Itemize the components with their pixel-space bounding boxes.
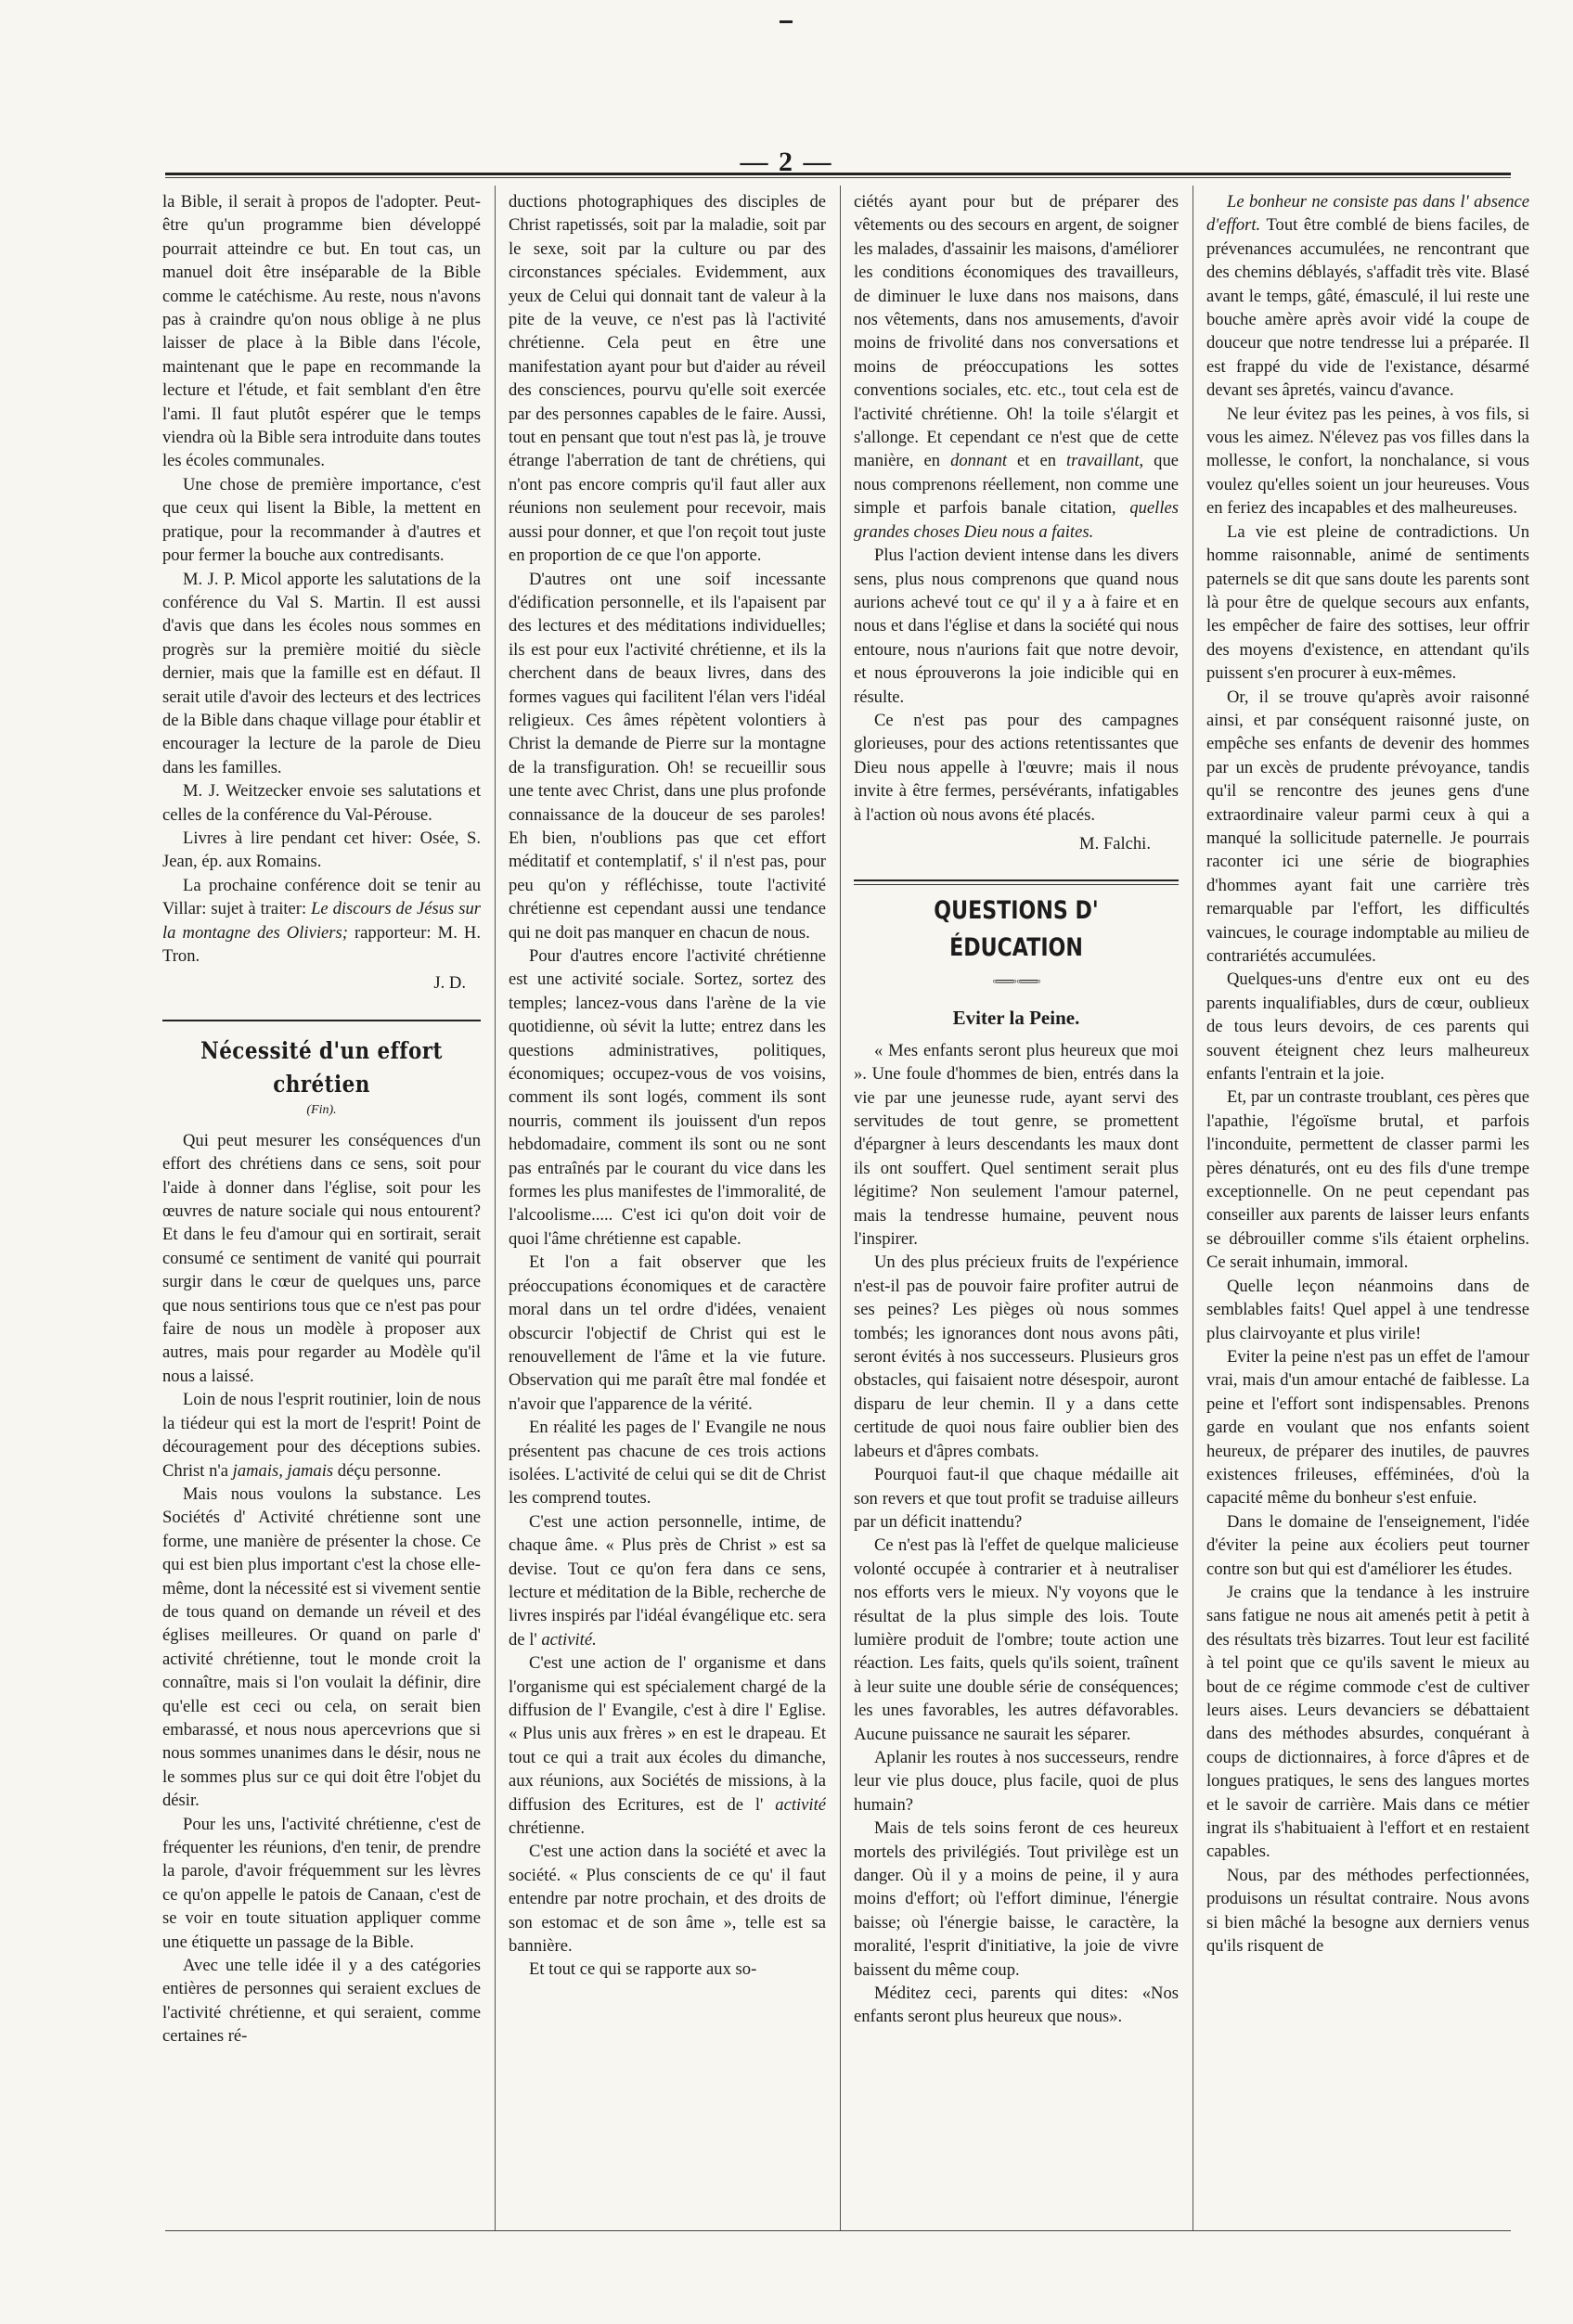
column-divider <box>495 186 496 2231</box>
paragraph: Plus l'action devient intense dans les divers sens, plus nous comprenons que quand nous aurions achevé tout ce qu' il y a à faire et en nous et dans l'église et dans la société qui nous entoure, nous n'aurions fait que notre devoir, et nous éprouverons la joie indicible qui en résulte. <box>854 546 1179 707</box>
column-4 <box>1206 190 1529 2222</box>
italic-text: Le bonheur ne consiste pas dans l' absence d'effort. <box>1206 192 1529 236</box>
italic-text: jamais, jamais <box>232 1460 334 1481</box>
paragraph: Ce n'est pas pour des campagnes glorieuses, pour des actions retentissantes que Dieu nous appelle à l'œuvre; mais il nous invite à être fermes, persévérants, infatigables à l'action où nous avons été placés. <box>854 710 1179 825</box>
article-title: Eviter la Peine. <box>952 1006 1080 1029</box>
paragraph: Dans le domaine de l'enseignement, l'idée d'éviter la peine aux écoliers peut tourner contre son but qui est d'améliorer les études. <box>1206 1511 1529 1579</box>
paragraph <box>162 874 481 969</box>
divider <box>854 880 1179 881</box>
article-header <box>162 1020 481 1120</box>
paragraph: Mais nous voulons la substance. Les Sociétés d' Activité chrétienne sont une forme, une manière de présenter la chose. Ce qui est bien plus important c'est la chose elle-même, dont la nécessité est si vivement sentie de tous quand on demande un réveil et des églises meilleures. Or quand on parle d' activité chrétienne, tout le monde croit la connaître, mais si l'on voulait la définir, dire qu'elle est ceci ou cela, on serait bien embarassé, et nous nous apercevrions que si nous sommes unanimes dans le désir, nous ne le sommes plus sur ce qui doit être l'objet du désir. <box>162 1483 481 1811</box>
text: C'est une action de l' organisme et dans l'organisme qui est spécialement chargé de la diffusion de l' Evangile, c'est à dire l' Eglise. « Plus unis aux frères » en est le drapeau. Et tout ce qui a trait aux écoles du dimanche, aux réunions, aux Sociétés de missions, à la diffusion des Ecritures, est de l' <box>509 1653 826 1815</box>
paragraph: ductions photographiques des disciples de Christ rapetissés, soit par la maladie, soit par le sexe, soit par la culture ou par des circonstances spéciales. Evidemment, aux yeux de Celui qui donnait tant de valeur à la pite de la veuve, ce n'est pas là l'activité chrétienne. Cela peut en être une manifestation ayant pour but d'aider au réveil des consciences, pourvu qu'elle soit exercée par des personnes capables de le faire. Aussi, tout en pensant que tout n'est pas là, je trouve étrange l'aberration de tant de chrétiens, qui n'ont pas encore compris qu'il faut aller aux réunions non seulement pour recevoir, mais aussi pour donner, et que l'on reçoit tout juste en proportion de ce que l'on apporte. <box>509 192 826 566</box>
paragraph: Je crains que la tendance à les instruire sans fatigue ne nous ait amenés petit à petit à des résultats très bizarres. Tout leur est facilité à tel point que ce qu'ils savent le mieux au bout de ce régime commode c'est de cultiver leurs aises. Leurs devanciers se débattaient dans des méthodes absurdes, conquérant à coups de dictionnaires, à force d'âpres et de longues pratiques, le sens des langues mortes et le savoir de carrière. Mais dans ce métier ingrat ils s'habituaient à l'effort et en restaient capables. <box>1206 1582 1529 1862</box>
paragraph: la Bible, il serait à propos de l'adopter. Peut-être qu'un programme bien développé pourrait atteindre ce but. En tout cas, un manuel doit être inséparable de la Bible comme le catéchisme. Au reste, nous n'avons pas à craindre qu'on nous oblige à ne plus laisser de place à la Bible dans l'école, maintenant que le pape en recommande la lecture et l'étude, et fait semblant d'en être l'ami. Il faut plutôt espérer que le temps viendra où la Bible sera introduite dans toutes les écoles communales. <box>162 192 481 471</box>
ornament-divider: ◦══◦◦══◦ <box>992 975 1040 990</box>
article-title: Nécessité d'un effort chrétien <box>200 1036 443 1098</box>
paragraph: « Mes enfants seront plus heureux que moi ». Une foule d'hommes de bien, entrés dans la vie par une jeunesse rude, ayant servi des servitudes de tout genre, se promettent d'épargner à leurs descendants les maux dont ils ont souffert. Quel sentiment serait plus légitime? Non seulement l'amour paternel, mais la tendresse humaine, peuvent nous l'inspirer. <box>854 1040 1179 1250</box>
divider <box>162 1020 481 1021</box>
paragraph: La vie est pleine de contradictions. Un homme raisonnable, animé de sentiments paternels se dit que sans doute les parents sont là pour être de quelque secours aux enfants, les empêcher de faire des sottises, leur offrir des moyens d'existence, en attendant qu'ils puissent s'en procurer à eux-mêmes. <box>1206 521 1529 684</box>
paragraph: C'est une action dans la société et avec la société. « Plus conscients de ce qu' il faut entendre par notre prochain, et des droits de son estomac et de son âme », telle est sa bannière. <box>509 1842 826 1957</box>
header-rule <box>165 173 1511 175</box>
paragraph: Ce n'est pas là l'effet de quelque malicieuse volonté occupée à contrarier et à neutraliser nos efforts vers le mieux. N'y voyons que le résultat de la plus simple des lois. Toute lumière produit de l'ombre; toute action une réaction. Les faits, quels qu'ils soient, traînent à leur suite une double série de conséquences; les unes favorables, les autres défavorables. Aucune puissance ne saurait les séparer. <box>854 1535 1179 1744</box>
paragraph <box>509 1510 826 1651</box>
paragraph: Pour les uns, l'activité chrétienne, c'est de fréquenter les réunions, d'en tenir, de prendre la parole, d'avoir fréquemment sur les lèvres ce qu'on appelle le patois de Canaan, c'est de se voir en toute situation appliquer comme une étiquette un passage de la Bible. <box>162 1814 481 1952</box>
header-rule-thin <box>165 177 1511 178</box>
paragraph: M. J. Weitzecker envoie ses salutations et celles de la conférence du Val-Pérouse. <box>162 781 481 825</box>
column-divider <box>840 186 841 2231</box>
text: La prochaine conférence doit se tenir au Villar: sujet à traiter: <box>162 875 481 919</box>
paragraph: D'autres ont une soif incessante d'édification personnelle, et ils l'apaisent par des lectures et des méditations individuelles; ils est pour eux l'activité chrétienne, et ils la cherchent dans de beaux livres, dans des formes vagues qui facilitent l'élan vers l'idéal religieux. Ces âmes répètent volontiers à Christ la demande de Pierre sur la montagne de la transfiguration. Oh! se recueillir sous une tente avec Christ, dans une plus profonde connaissance de la douceur de ses paroles! Eh bien, n'oublions pas que cet effort méditatif et contemplatif, s' il n'est pas, pour peu qu'on y réfléchisse, toute l'activité chrétienne est cependant aussi une tendance qui ne doit pas manquer en chacun de nous. <box>509 569 826 943</box>
paragraph <box>162 1388 481 1483</box>
italic-text: activité <box>775 1794 826 1815</box>
divider <box>854 884 1179 885</box>
paragraph: Eviter la peine n'est pas un effet de l'amour vrai, mais d'un amour entaché de faiblesse. La peine et l'effort sont indispensables. Prenons garde en voulant que nos enfants soient heureux, de préparer des inutiles, de pauvres existences frileuses, efféminées, d'où la capacité même du bonheur s'est enfuie. <box>1206 1346 1529 1509</box>
paragraph: Et tout ce qui se rapporte aux so- <box>529 1959 757 1980</box>
paragraph: Quelques-uns d'entre eux ont eu des parents inqualifiables, durs de cœur, oublieux de tous leurs devoirs, de ces parents qui souvent éteignent chez leurs malheureux enfants l'entrain et la joie. <box>1206 969 1529 1085</box>
italic-text: donnant <box>950 451 1008 471</box>
text: Loin de nous l'esprit routinier, loin de nous la tiédeur qui est la mort de l'esprit! Point de découragement pour des déceptions subies. Christ n'a <box>162 1390 481 1481</box>
text: ciétés ayant pour but de préparer des vêtements ou des secours en argent, de soigner les malades, d'assainir les maisons, d'améliorer les conditions économiques des travailleurs, de diminuer le luxe dans nos maisons, dans nos vêtements, dans nos amusements, d'avoir moins de frivolité dans nos conversations et moins de préoccupations les sottes conventions sociales, etc. etc., tout cela est de l'activité chrétienne. Oh! la toile s'élargit et s'allonge. Et cependant ce n'est que de cette manière, en <box>854 192 1179 471</box>
text: et en <box>1007 451 1066 471</box>
paragraph: Un des plus précieux fruits de l'expérience n'est-il pas de pouvoir faire profiter autrui de ses peines? Les pièges où nous sommes tombés; les ignorances dont nous avons pâti, seront évités à nos successeurs. Plusieurs gros obstacles, qui faisaient notre désespoir, auront disparu de leur chemin. Il y a dans cette certitude de quoi nous faire oublier bien des labeurs et d'âpres combats. <box>854 1252 1179 1461</box>
paragraph: Nous, par des méthodes perfectionnées, produisons un résultat contraire. Nous avons si bien mâché la besogne aux derniers venus qu'ils risquent de <box>1206 1865 1529 1957</box>
text: Tout être comblé de biens faciles, de prévenances accumulées, ne rencontrant que des chemins déblayés, s'affadit très vite. Blasé avant le temps, gâté, émasculé, il lui reste une bouche amère après avoir vidé la coupe de douceur que notre tendresse lui a préparée. Il est frappé du vide de l'existance, désarmé devant ses âpretés, vaincu d'avance. <box>1206 215 1529 401</box>
italic-text: Le discours de Jésus sur la montagne des Oliviers; <box>162 899 481 943</box>
paragraph: Pourquoi faut-il que chaque médaille ait son revers et que tout profit se traduise ailleurs par un déficit inattendu? <box>854 1465 1179 1532</box>
text: rapporteur: M. H. Tron. <box>162 922 481 966</box>
paragraph <box>1206 190 1529 403</box>
paragraph: Aplanir les routes à nos successeurs, rendre leur vie plus douce, plus facile, quoi de plus humain? <box>854 1747 1179 1815</box>
paragraph: En réalité les pages de l' Evangile ne nous présentent pas chacune de ces trois actions isolées. L'activité de celui qui se dit de Christ les comprend toutes. <box>509 1418 826 1509</box>
signature: M. Falchi. <box>1079 833 1151 854</box>
paragraph: Ne leur évitez pas les peines, à vos fils, si vous les aimez. N'élevez pas vos filles dans la mollesse, le confort, la nonchalance, si vous voulez qu'elles soient un jour heureuses. Vous en feriez des incapables et des malheureuses. <box>1206 404 1529 519</box>
paragraph <box>854 190 1179 544</box>
column-3 <box>854 190 1179 2222</box>
text: , que nous comprenons réellement, non comme une simple et parfois banale citation, <box>854 451 1179 519</box>
paragraph: Pour d'autres encore l'activité chrétienne est une activité sociale. Sortez, sortez des temples; lancez-vous dans l'arène de la vie quotidienne, où sévit la lutte; entrez dans les questions administratives, politiques, économiques; occupez-vous de vos voisins, comment ils sont logés, comment ils sont nourris, comment ils jouissent d'un repos hebdomadaire, comment ils sont ou ne sont pas entraînés par le courant du vice dans les formes les plus manifestes de l'immoralité, de l'alcoolisme..... C'est ici qu'on doit voir de quoi l'âme chrétienne est capable. <box>509 946 826 1249</box>
paragraph: M. J. P. Micol apporte les salutations de la conférence du Val S. Martin. Il est aussi d'avis que dans les écoles nous sommes en progrès sur la première moitié du siècle dernier, mais que la famille est en défaut. Il serait utile d'avoir des lecteurs et des lectrices de la Bible dans chaque village pour établir et encourager la lecture de la parole de Dieu dans les familles. <box>162 569 481 777</box>
article-subtitle: (Fin). <box>306 1102 337 1117</box>
column-1 <box>162 190 481 2222</box>
section-title: QUESTIONS D' ÉDUCATION <box>934 896 1099 963</box>
italic-text: activité. <box>541 1629 597 1650</box>
paragraph: Quelle leçon néanmoins dans de semblables faits! Quel appel à une tendresse plus clairvoyante et plus virile! <box>1206 1276 1529 1343</box>
italic-text: quelles grandes choses Dieu nous a faites. <box>854 498 1179 542</box>
signature: J. D. <box>433 973 466 994</box>
paragraph: Qui peut mesurer les conséquences d'un effort des chrétiens dans ce sens, soit pour l'aide à donner dans l'église, soit pour les œuvres de nature sociale qui nous entourent? Et dans le feu d'amour qui en sortirait, serait consumé ce sentiment de vanité qui pourrait surgir dans le cœur de quelques uns, parce que nous sentirions tous que ce n'est pas pour faire de nous un modèle à proposer aux autres, mais pour regarder au Modèle qu'il nous a laissé. <box>162 1130 481 1386</box>
paragraph: Or, il se trouve qu'après avoir raisonné ainsi, et par conséquent raisonné juste, on empêche ses enfants de devenir des hommes par un excès de prudente prévoyance, tandis qu'il se rencontre des jeunes gens d'une extraordinaire valeur parmi ceux à qui a manqué la sollicitude paternelle. Je pourrais raconter ici une série de biographies d'hommes ayant fait une carrière très remarquable par l'effort, les difficultés vaincues, le courage indomptable au milieu de contrariétés accumulées. <box>1206 687 1529 966</box>
footer-rule <box>165 2230 1511 2231</box>
top-mark <box>780 20 793 23</box>
page-number: — 2 — <box>740 147 833 177</box>
text: chrétienne. <box>509 1818 586 1839</box>
paragraph: Mais de tels soins feront de ces heureux mortels des privilégiés. Tout privilège est un danger. Où il y a moins de peine, il y aura moins d'effort; où l'effort diminue, l'énergie baisse; où l'énergie baisse, le caractère, la moralité, l'esprit d'initiative, la joie de vivre baissent du même coup. <box>854 1818 1179 1980</box>
text: C'est une action personnelle, intime, de chaque âme. « Plus près de Christ » est sa devise. Tout ce qu'on fera dans ce sens, lecture et méditation de la Bible, recherche de livres inspirés par l'idéal évangélique etc. sera de l' <box>509 1511 826 1650</box>
italic-text: travaillant <box>1065 451 1140 471</box>
text: déçu personne. <box>333 1460 442 1481</box>
section-header <box>854 880 1179 1031</box>
paragraph: Et l'on a fait observer que les préoccupations économiques et de caractère moral dans un tel ordre d'idées, venaient obscurcir l'objectif de Christ qui est le renouvellement de l'âme et la vie future. Observation qui me paraît être mal fondée et n'avoir que l'apparence de la vérité. <box>509 1252 826 1414</box>
paragraph: Livres à lire pendant cet hiver: Osée, S. Jean, ép. aux Romains. <box>162 828 481 872</box>
paragraph: Avec une telle idée il y a des catégories entières de personnes qui seraient exclues de l'activité chrétienne, et qui seraient, comme certaines ré- <box>162 1956 481 2047</box>
paragraph: Une chose de première importance, c'est que ceux qui lisent la Bible, la mettent en pratique, pour la recommander à d'autres et pour fermer la bouche aux contredisants. <box>162 474 481 566</box>
paragraph: Et, par un contraste troublant, ces pères que l'apathie, l'égoïsme brutal, et parfois l'inconduite, permettent de classer parmi les pères dénaturés, ont eu des fils d'une trempe exceptionnelle. On ne peut cependant pas conseiller aux parents de laisser leurs enfants se débrouiller comme s'ils étaient orphelins. Ce serait inhumain, immoral. <box>1206 1087 1529 1273</box>
column-2 <box>509 190 826 2222</box>
paragraph <box>509 1651 826 1840</box>
paragraph: Méditez ceci, parents qui dites: «Nos enfants seront plus heureux que nous». <box>854 1984 1179 2027</box>
